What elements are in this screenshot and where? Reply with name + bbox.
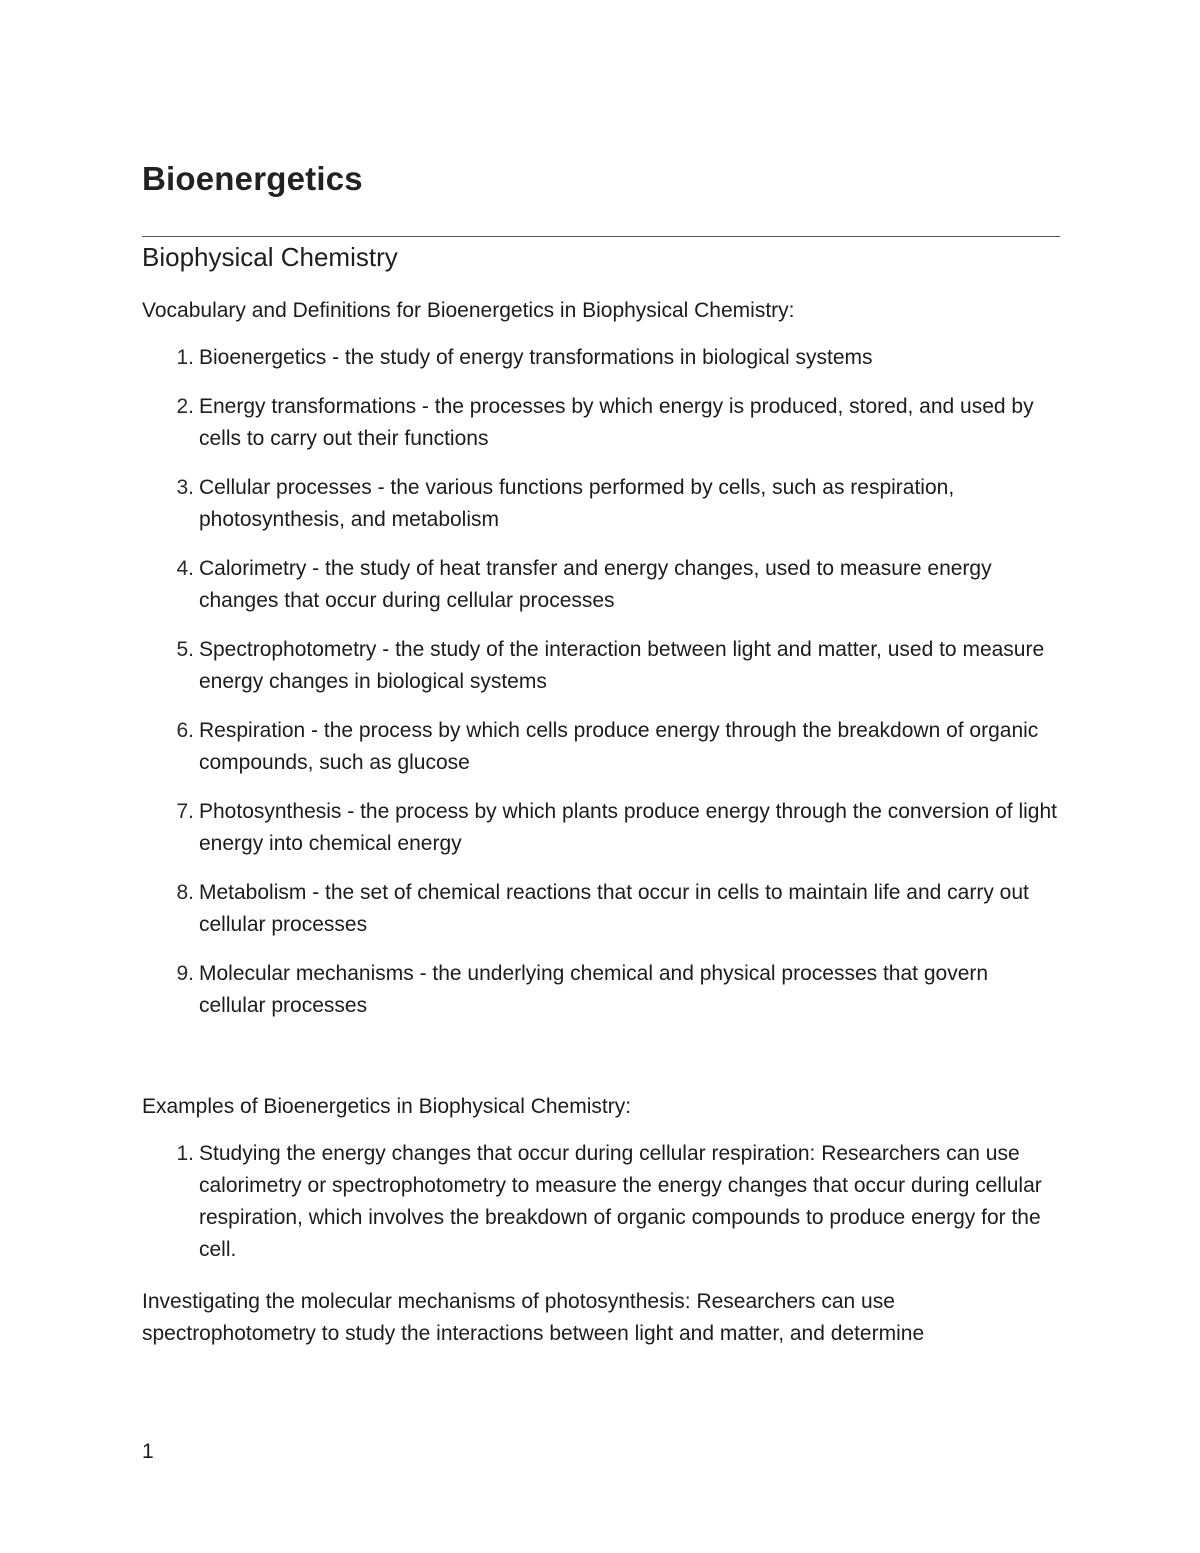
examples-list — [142, 1138, 1060, 1283]
photosynthesis-paragraph: Investigating the molecular mechanisms of photosynthesis: Researchers can use spectrophotometry to study the interactions between light and matter, and determine — [142, 1290, 925, 1345]
document-page — [142, 0, 1060, 1553]
item-number: 7. — [176, 800, 194, 823]
vocabulary-item — [142, 958, 1060, 1022]
item-text: Energy transformations - the processes by which energy is produced, stored, and used by cells to carry out their functions — [199, 395, 1034, 450]
vocabulary-item — [142, 391, 1060, 455]
vocabulary-item — [142, 553, 1060, 617]
vocabulary-item — [142, 342, 1060, 374]
vocabulary-item — [142, 472, 1060, 536]
vocabulary-intro: Vocabulary and Definitions for Bioenergetics in Biophysical Chemistry: — [142, 299, 795, 322]
item-number: 1. — [176, 346, 194, 369]
item-text: Cellular processes - the various functions performed by cells, such as respiration, photosynthesis, and metabolism — [199, 476, 955, 531]
page-title: Bioenergetics — [142, 160, 363, 197]
item-text: Studying the energy changes that occur during cellular respiration: Researchers can use calorimetry or spectrophotometry to measure the energy changes that occur during cellular respiration, which involves the breakdown of organic compounds to produce energy for the cell. — [199, 1142, 1042, 1261]
item-text: Metabolism - the set of chemical reactions that occur in cells to maintain life and carry out cellular processes — [199, 881, 1029, 936]
vocabulary-item — [142, 634, 1060, 698]
item-number: 2. — [176, 395, 194, 418]
item-text: Bioenergetics - the study of energy transformations in biological systems — [199, 346, 873, 369]
example-item — [142, 1138, 1060, 1266]
item-number: 5. — [176, 638, 194, 661]
page-number: 1 — [142, 1440, 154, 1463]
vocabulary-item — [142, 877, 1060, 941]
item-number: 3. — [176, 476, 194, 499]
item-text: Photosynthesis - the process by which plants produce energy through the conversion of light energy into chemical energy — [199, 800, 1057, 855]
title-divider — [142, 236, 1060, 237]
item-text: Calorimetry - the study of heat transfer and energy changes, used to measure energy changes that occur during cellular processes — [199, 557, 992, 612]
item-number: 8. — [176, 881, 194, 904]
item-text: Spectrophotometry - the study of the interaction between light and matter, used to measure energy changes in biological systems — [199, 638, 1045, 693]
item-number: 1. — [176, 1142, 194, 1165]
vocabulary-item — [142, 796, 1060, 860]
item-text: Molecular mechanisms - the underlying chemical and physical processes that govern cellular processes — [199, 962, 989, 1017]
vocabulary-list — [142, 342, 1060, 1039]
vocabulary-item — [142, 715, 1060, 779]
examples-intro: Examples of Bioenergetics in Biophysical Chemistry: — [142, 1095, 632, 1118]
item-number: 9. — [176, 962, 194, 985]
section-subtitle: Biophysical Chemistry — [142, 242, 398, 272]
item-text: Respiration - the process by which cells produce energy through the breakdown of organic compounds, such as glucose — [199, 719, 1039, 774]
item-number: 6. — [176, 719, 194, 742]
item-number: 4. — [176, 557, 194, 580]
